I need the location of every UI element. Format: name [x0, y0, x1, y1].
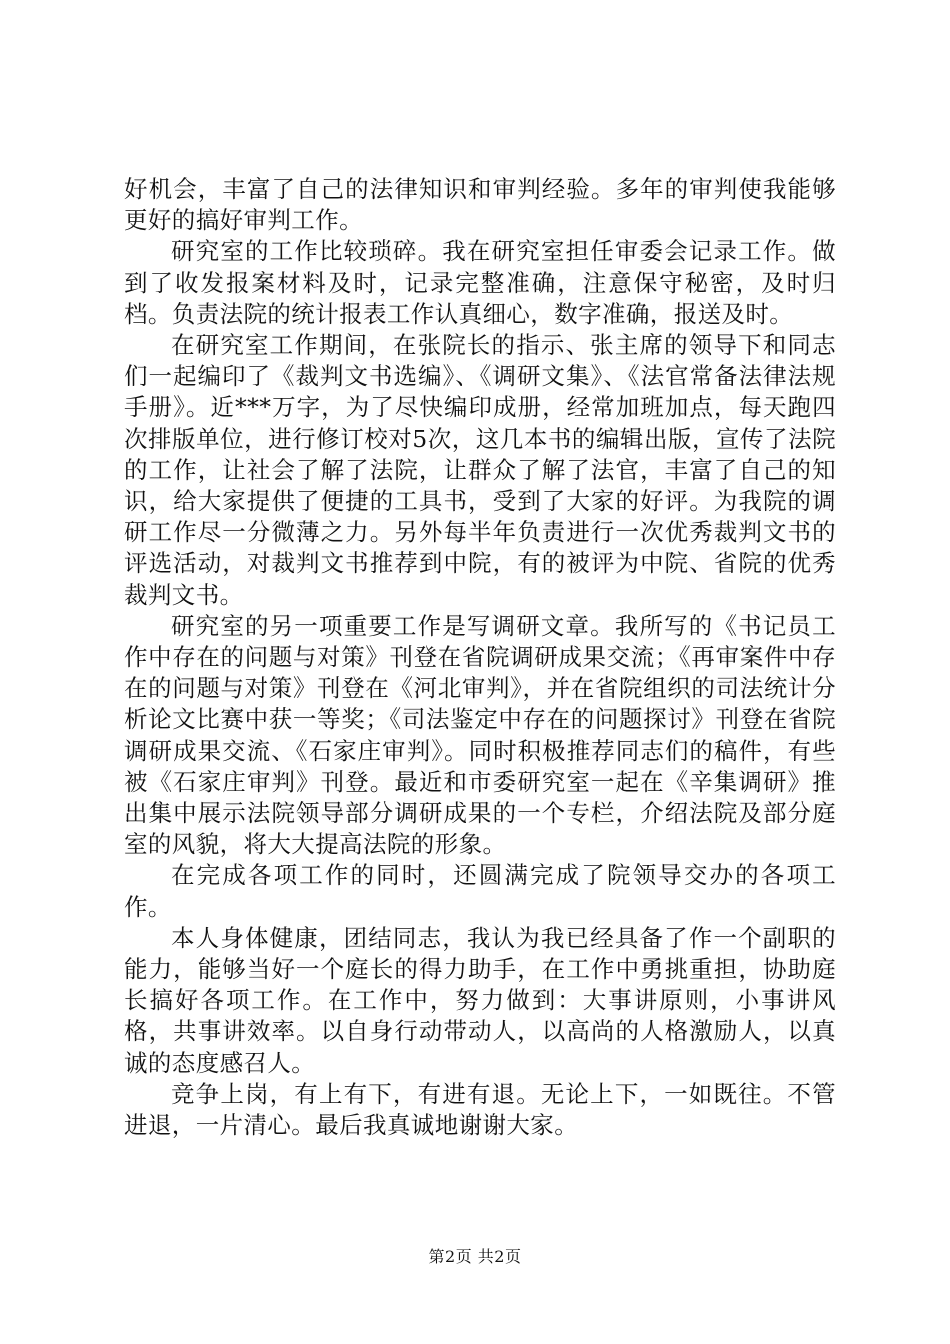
paragraph-closing: 竞争上岗，有上有下，有进有退。无论上下，一如既往。不管进退，一片清心。最后我真诚地谢谢大家。	[124, 1079, 836, 1140]
document-body	[124, 174, 836, 1141]
page-number-footer: 第2页 共2页	[428, 1247, 522, 1266]
paragraph-other-tasks: 在完成各项工作的同时，还圆满完成了院领导交办的各项工作。	[124, 861, 836, 921]
paragraph-research-articles: 研究室的另一项重要工作是写调研文章。我所写的《书记员工作中存在的问题与对策》刊登在省院调研成果交流；《再审案件中存在的问题与对策》刊登在《河北审判》，并在省院组织的司法统计分析论文比赛中获一等奖；《司法鉴定中存在的问题探讨》刊登在省院调研成果交流、《石家庄审判》。同时积极推荐同志们的稿件，有些被《石家庄审判》刊登。最近和市委研究室一起在《辛集调研》推出集中展示法院领导部分调研成果的一个专栏，介绍法院及部分庭室的风貌，将大大提高法院的形象。	[124, 611, 836, 859]
paragraph-continuation: 好机会，丰富了自己的法律知识和审判经验。多年的审判使我能够更好的搞好审判工作。	[124, 175, 836, 235]
paragraph-editing-publications: 在研究室工作期间，在张院长的指示、张主席的领导下和同志们一起编印了《裁判文书选编》、《调研文集》、《法官常备法律法规手册》。近***万字，为了尽快编印成册，经常加班加点，每天跑四次排版单位，进行修订校对5次，这几本书的编辑出版，宣传了法院的工作，让社会了解了法院，让群众了解了法官，丰富了自己的知识，给大家提供了便捷的工具书，受到了大家的好评。为我院的调研工作尽一分微薄之力。另外每半年负责进行一次优秀裁判文书的评选活动，对裁判文书推荐到中院，有的被评为中院、省院的优秀裁判文书。	[124, 331, 836, 609]
paragraph-research-office-duties: 研究室的工作比较琐碎。我在研究室担任审委会记录工作。做到了收发报案材料及时，记录完整准确，注意保守秘密，及时归档。负责法院的统计报表工作认真细心，数字准确，报送及时。	[124, 237, 836, 328]
paragraph-self-assessment: 本人身体健康，团结同志，我认为我已经具备了作一个副职的能力，能够当好一个庭长的得力助手，在工作中勇挑重担，协助庭长搞好各项工作。在工作中，努力做到：大事讲原则，小事讲风格，共事讲效率。以自身行动带动人，以高尚的人格激励人，以真诚的态度感召人。	[124, 923, 836, 1077]
